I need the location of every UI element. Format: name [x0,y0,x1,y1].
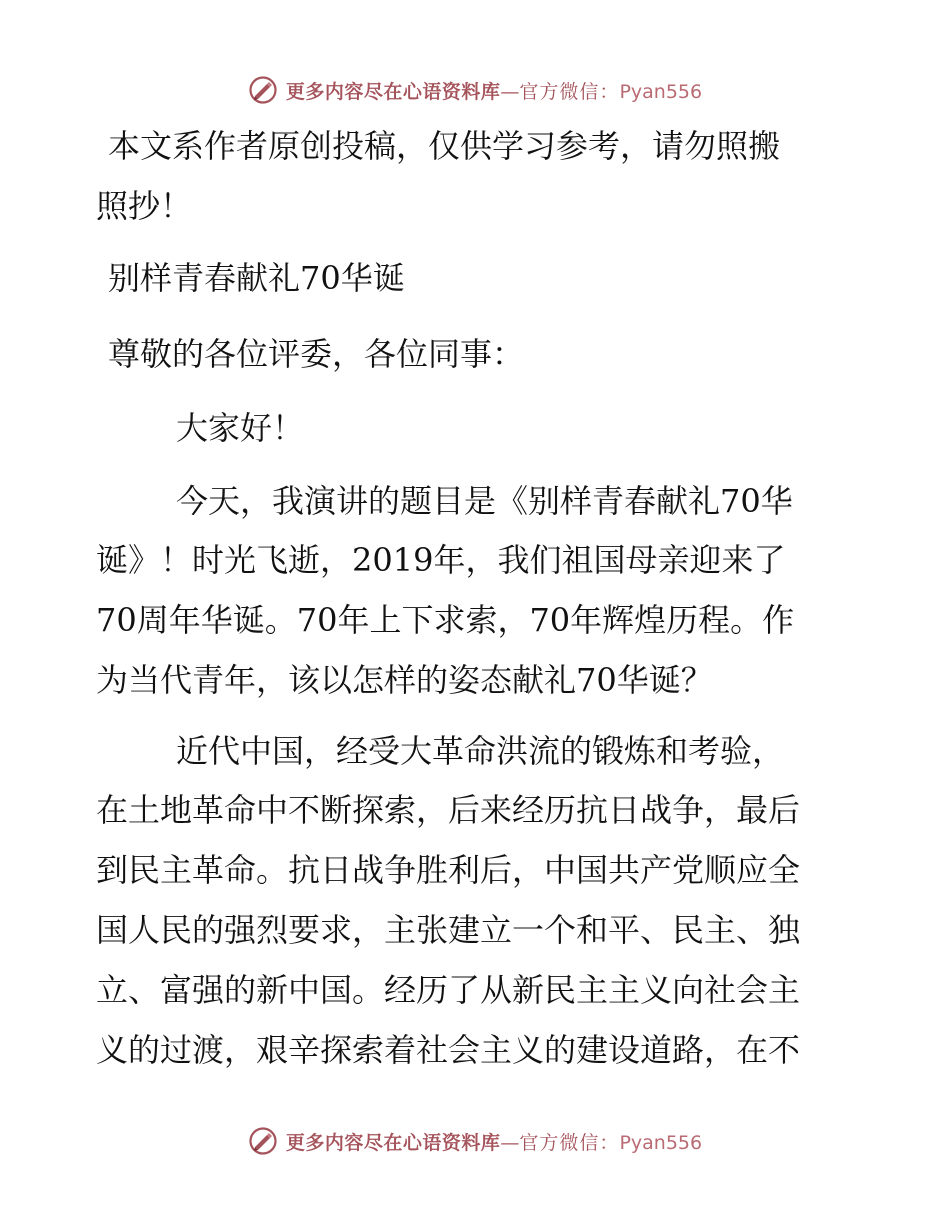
watermark-dash: — [500,80,520,103]
pen-logo-icon [248,75,278,105]
watermark-wechat-id: Pyan556 [619,80,703,103]
watermark-wechat-label: 官方微信： [519,1131,620,1154]
document-title: 别样青春献礼70华诞 [108,259,405,297]
salutation: 尊敬的各位评委，各位同事： [108,335,525,373]
notice-line-1: 本文系作者原创投稿，仅供学习参考，请勿照搬 [108,127,781,165]
watermark-wechat-id: Pyan556 [619,1131,703,1154]
paragraph2-line-4: 国人民的强烈要求，主张建立一个和平、民主、独 [96,911,801,949]
pen-logo-icon [248,1126,278,1156]
footer-watermark [0,1119,950,1163]
paragraph2-line-1: 近代中国，经受大革命洪流的锻炼和考验， [176,732,785,770]
paragraph2-line-6: 义的过渡，艰辛探索着社会主义的建设道路，在不 [96,1031,801,1069]
paragraph1-line-4: 为当代青年，该以怎样的姿态献礼70华诞？ [96,661,713,699]
watermark-main-text: 更多内容尽在心语资料库 [285,80,501,103]
watermark-wechat-label: 官方微信： [519,80,620,103]
header-watermark [0,68,950,112]
greeting: 大家好！ [176,409,305,447]
paragraph1-line-1: 今天，我演讲的题目是《别样青春献礼70华 [176,482,793,520]
paragraph2-line-2: 在土地革命中不断探索，后来经历抗日战争，最后 [96,791,801,829]
watermark-dash: — [500,1131,520,1154]
paragraph1-line-3: 70周年华诞。70年上下求索，70年辉煌历程。作 [96,601,795,639]
paragraph2-line-3: 到民主革命。抗日战争胜利后，中国共产党顺应全 [96,851,801,889]
paragraph1-line-2: 诞》！时光飞逝，2019年，我们祖国母亲迎来了 [96,541,786,579]
watermark-main-text: 更多内容尽在心语资料库 [285,1131,501,1154]
paragraph2-line-5: 立、富强的新中国。经历了从新民主主义向社会主 [96,971,801,1009]
notice-line-2: 照抄！ [96,187,193,225]
